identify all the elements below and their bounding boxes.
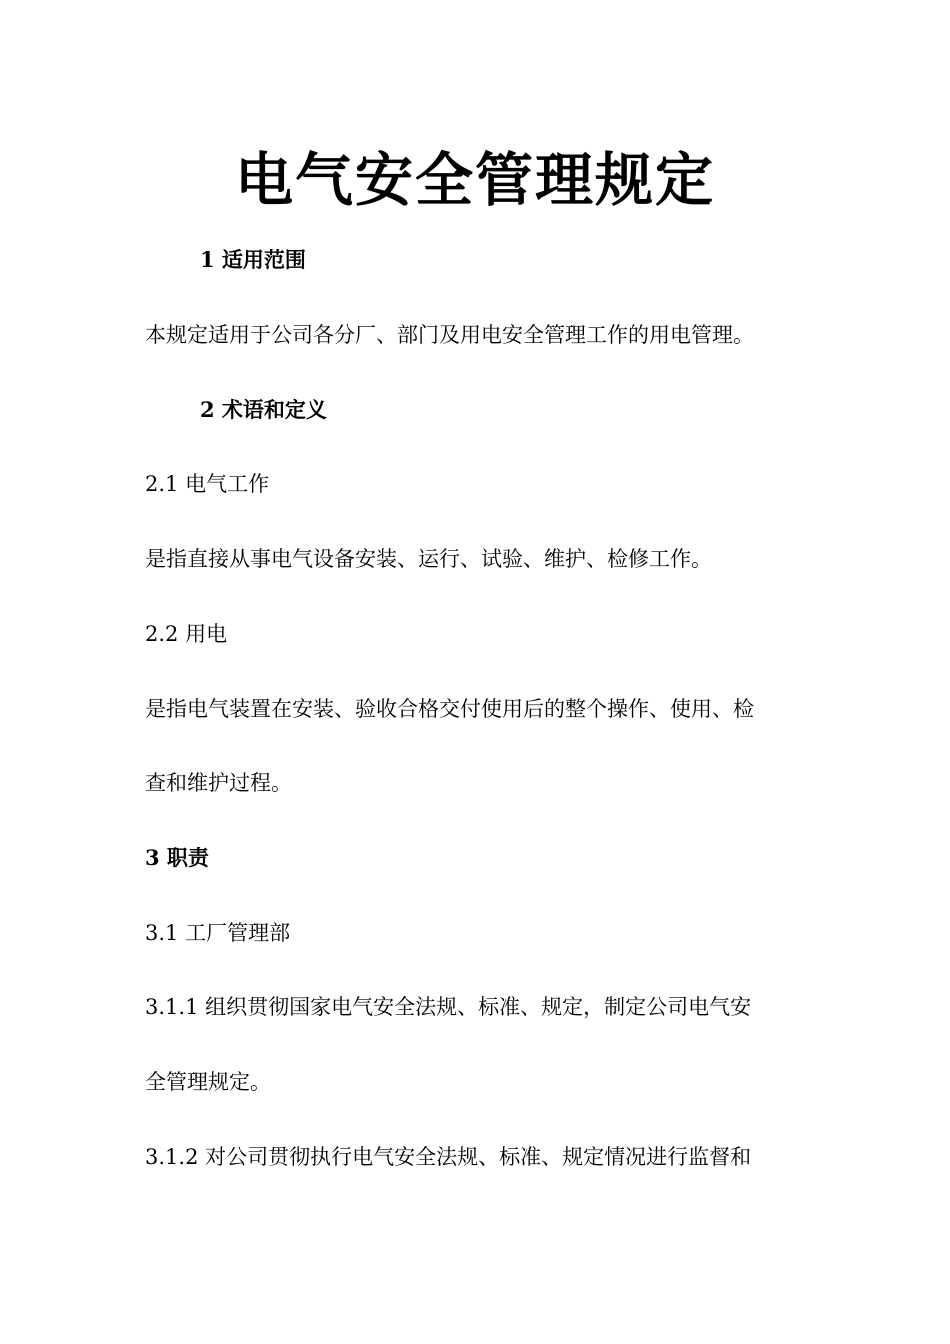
- paragraph-3-1-1-line2: 全管理规定。: [145, 1070, 271, 1094]
- subsection-heading-electrical-work: 2.1 电气工作: [145, 472, 270, 496]
- paragraph-scope: 本规定适用于公司各分厂、部门及用电安全管理工作的用电管理。: [145, 323, 754, 347]
- paragraph-electricity-use-line2: 查和维护过程。: [145, 771, 292, 795]
- document-title: 电气安全管理规定: [234, 146, 715, 214]
- section-heading-terms: 2 术语和定义: [200, 397, 327, 422]
- paragraph-electricity-use-line1: 是指电气装置在安装、验收合格交付使用后的整个操作、使用、检: [145, 697, 754, 721]
- paragraph-electrical-work: 是指直接从事电气设备安装、运行、试验、维护、检修工作。: [145, 547, 712, 571]
- subsection-heading-electricity-use: 2.2 用电: [145, 622, 228, 646]
- subsection-heading-factory-management: 3.1 工厂管理部: [145, 921, 291, 945]
- section-heading-scope: 1 适用范围: [200, 247, 306, 272]
- paragraph-3-1-2-line1: 3.1.2 对公司贯彻执行电气安全法规、标准、规定情况进行监督和: [145, 1145, 752, 1169]
- paragraph-3-1-1-line1: 3.1.1 组织贯彻国家电气安全法规、标准、规定，制定公司电气安: [145, 995, 752, 1019]
- section-heading-responsibilities: 3 职责: [145, 845, 209, 870]
